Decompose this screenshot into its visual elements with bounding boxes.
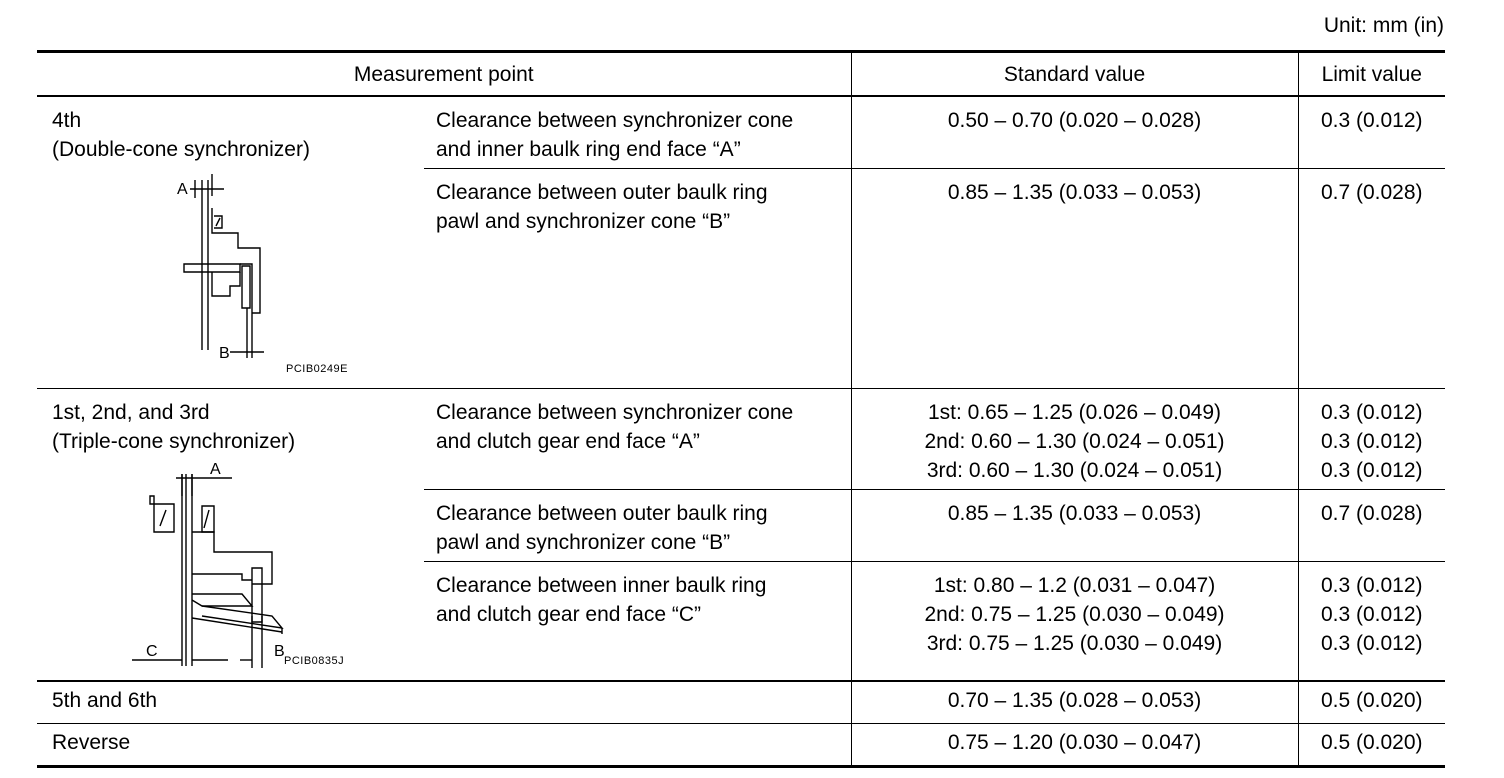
limit-4th-a: 0.3 (0.012) [1298,96,1445,168]
standard-4th-a: 0.50 – 0.70 (0.020 – 0.028) [851,96,1298,168]
desc-line: Clearance between outer baulk ring [436,180,768,204]
figure-code: PCIB0835J [284,655,345,667]
table-header-row [37,52,1445,97]
figure-label-c: C [146,643,158,660]
table-row [37,681,1445,724]
figure-label-a: A [177,181,188,198]
desc-line: Clearance between outer baulk ring [436,502,768,525]
desc-line: Clearance between inner baulk ring [436,574,767,597]
standard-1st-3rd-b: 0.85 – 1.35 (0.033 – 0.053) [851,490,1298,562]
figure-label-b: B [274,643,285,660]
standard-value-2nd: 2nd: 0.75 – 1.25 (0.030 – 0.049) [924,603,1225,626]
gear-type: (Double-cone synchronizer) [52,138,310,161]
table-row [37,389,1445,490]
header-limit-value: Limit value [1298,52,1445,97]
header-standard-value: Standard value [851,52,1298,97]
standard-4th-b: 0.85 – 1.35 (0.033 – 0.053) [851,168,1298,388]
desc-1st-3rd-b [424,490,851,562]
desc-4th-b [424,168,851,388]
standard-value-1st: 1st: 0.65 – 1.25 (0.026 – 0.049) [927,401,1222,424]
limit-1st-3rd-b: 0.7 (0.028) [1298,490,1445,562]
limit-1st-3rd-c [1298,562,1445,681]
limit-value-1st: 0.3 (0.012) [1320,574,1423,597]
desc-line: and inner baulk ring end face “A” [436,138,741,161]
synchronizer-clearance-table [37,50,1445,768]
limit-value-1st: 0.3 (0.012) [1320,401,1423,424]
desc-line: Clearance between synchronizer cone [436,401,794,424]
limit-value-3rd: 0.3 (0.012) [1320,459,1423,482]
figure-label-a: A [210,461,221,478]
gear-cell-1st-3rd [37,389,424,681]
limit-value-3rd: 0.3 (0.012) [1320,632,1423,655]
figure-label-b: B [219,345,230,362]
desc-1st-3rd-c [424,562,851,681]
standard-value-3rd: 3rd: 0.60 – 1.30 (0.024 – 0.051) [926,459,1223,482]
limit-value-2nd: 0.3 (0.012) [1320,430,1423,453]
desc-4th-a [424,96,851,168]
table-row [37,96,1445,168]
gear-name: 4th [52,109,82,132]
standard-1st-3rd-a [851,389,1298,490]
desc-line: and clutch gear end face “C” [436,603,701,626]
limit-value-2nd: 0.3 (0.012) [1320,603,1423,626]
limit-4th-b: 0.7 (0.028) [1298,168,1445,388]
desc-line: Clearance between synchronizer cone [436,109,794,132]
standard-value-2nd: 2nd: 0.60 – 1.30 (0.024 – 0.051) [924,430,1225,453]
header-measurement-point: Measurement point [37,52,851,97]
gear-5th-6th: 5th and 6th [37,681,851,724]
desc-1st-3rd-a [424,389,851,490]
limit-5th-6th: 0.5 (0.020) [1298,681,1445,724]
gear-cell-4th [37,96,424,389]
double-cone-synchronizer-figure [52,168,392,388]
figure-code: PCIB0249E [286,363,348,375]
desc-line: and clutch gear end face “A” [436,430,700,453]
standard-value-1st: 1st: 0.80 – 1.2 (0.031 – 0.047) [933,574,1216,597]
triple-cone-synchronizer-figure [52,456,392,676]
standard-value-3rd: 3rd: 0.75 – 1.25 (0.030 – 0.049) [926,632,1223,655]
desc-line: pawl and synchronizer cone “B” [436,531,731,554]
gear-name: 1st, 2nd, and 3rd [52,401,210,424]
gear-reverse: Reverse [37,724,851,767]
gear-type: (Triple-cone synchronizer) [52,430,296,453]
desc-line: pawl and synchronizer cone “B” [436,209,731,233]
unit-label: Unit: mm (in) [1323,14,1444,37]
standard-1st-3rd-c [851,562,1298,681]
standard-reverse: 0.75 – 1.20 (0.030 – 0.047) [851,724,1298,767]
standard-5th-6th: 0.70 – 1.35 (0.028 – 0.053) [851,681,1298,724]
limit-1st-3rd-a [1298,389,1445,490]
table-row [37,724,1445,767]
limit-reverse: 0.5 (0.020) [1298,724,1445,767]
